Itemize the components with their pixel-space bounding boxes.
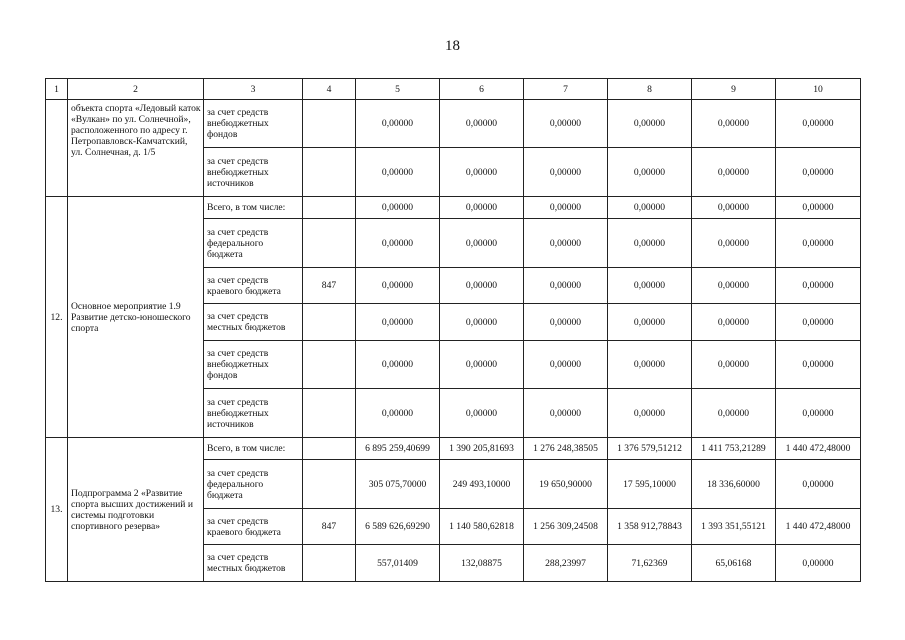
- funding-source: за счет средств внебюджетных фондов: [204, 341, 303, 389]
- value-cell: 0,00000: [440, 100, 524, 148]
- value-cell: 0,00000: [776, 100, 861, 148]
- code-cell: [303, 304, 356, 341]
- value-cell: 1 440 472,48000: [776, 438, 861, 460]
- row-index: [46, 100, 68, 197]
- value-cell: 0,00000: [356, 389, 440, 438]
- value-cell: 0,00000: [356, 197, 440, 219]
- value-cell: 0,00000: [524, 341, 608, 389]
- funding-source: Всего, в том числе:: [204, 438, 303, 460]
- value-cell: 0,00000: [608, 148, 692, 197]
- code-cell: 847: [303, 268, 356, 304]
- funding-source: за счет средств внебюджетных фондов: [204, 100, 303, 148]
- value-cell: 0,00000: [776, 219, 861, 268]
- row-name: Основное мероприятие 1.9 Развитие детско-юношеского спорта: [68, 197, 204, 438]
- value-cell: 0,00000: [692, 148, 776, 197]
- code-cell: [303, 438, 356, 460]
- value-cell: 1 358 912,78843: [608, 509, 692, 545]
- value-cell: 0,00000: [608, 341, 692, 389]
- value-cell: 0,00000: [440, 148, 524, 197]
- value-cell: 0,00000: [524, 304, 608, 341]
- code-cell: [303, 545, 356, 582]
- header-cell: 8: [608, 79, 692, 100]
- header-cell: 4: [303, 79, 356, 100]
- header-cell: 6: [440, 79, 524, 100]
- code-cell: [303, 148, 356, 197]
- value-cell: 0,00000: [356, 219, 440, 268]
- code-cell: [303, 100, 356, 148]
- value-cell: 0,00000: [608, 219, 692, 268]
- value-cell: 17 595,10000: [608, 460, 692, 509]
- code-cell: [303, 341, 356, 389]
- value-cell: 0,00000: [356, 148, 440, 197]
- value-cell: 0,00000: [692, 219, 776, 268]
- value-cell: 1 256 309,24508: [524, 509, 608, 545]
- header-cell: 9: [692, 79, 776, 100]
- value-cell: 0,00000: [692, 197, 776, 219]
- value-cell: 1 411 753,21289: [692, 438, 776, 460]
- value-cell: 0,00000: [440, 341, 524, 389]
- budget-table: [45, 78, 861, 582]
- row-index: 12.: [46, 197, 68, 438]
- code-cell: 847: [303, 509, 356, 545]
- value-cell: 1 440 472,48000: [776, 509, 861, 545]
- value-cell: 0,00000: [440, 219, 524, 268]
- value-cell: 0,00000: [776, 460, 861, 509]
- value-cell: 0,00000: [692, 268, 776, 304]
- page-number: 18: [445, 38, 460, 54]
- funding-source: за счет средств внебюджетных источников: [204, 148, 303, 197]
- value-cell: 0,00000: [524, 100, 608, 148]
- value-cell: 288,23997: [524, 545, 608, 582]
- value-cell: 0,00000: [692, 341, 776, 389]
- value-cell: 0,00000: [356, 100, 440, 148]
- header-cell: 5: [356, 79, 440, 100]
- value-cell: 71,62369: [608, 545, 692, 582]
- value-cell: 6 895 259,40699: [356, 438, 440, 460]
- value-cell: 1 140 580,62818: [440, 509, 524, 545]
- value-cell: 0,00000: [692, 304, 776, 341]
- funding-source: за счет средств краевого бюджета: [204, 509, 303, 545]
- value-cell: 1 276 248,38505: [524, 438, 608, 460]
- header-cell: 2: [68, 79, 204, 100]
- value-cell: 0,00000: [608, 100, 692, 148]
- value-cell: 0,00000: [776, 304, 861, 341]
- table-row: [46, 197, 861, 219]
- value-cell: 249 493,10000: [440, 460, 524, 509]
- header-cell: 1: [46, 79, 68, 100]
- value-cell: 0,00000: [692, 100, 776, 148]
- value-cell: 0,00000: [776, 148, 861, 197]
- value-cell: 0,00000: [440, 389, 524, 438]
- table-row: [46, 438, 861, 460]
- value-cell: 65,06168: [692, 545, 776, 582]
- value-cell: 0,00000: [692, 389, 776, 438]
- value-cell: 305 075,70000: [356, 460, 440, 509]
- value-cell: 0,00000: [776, 545, 861, 582]
- value-cell: 0,00000: [776, 197, 861, 219]
- funding-source: за счет средств местных бюджетов: [204, 545, 303, 582]
- value-cell: 1 390 205,81693: [440, 438, 524, 460]
- value-cell: 19 650,90000: [524, 460, 608, 509]
- header-cell: 3: [204, 79, 303, 100]
- code-cell: [303, 389, 356, 438]
- header-cell: 7: [524, 79, 608, 100]
- value-cell: 0,00000: [776, 268, 861, 304]
- funding-source: за счет средств федерального бюджета: [204, 460, 303, 509]
- row-name: объекта спорта «Ледовый каток «Вулкан» по ул. Солнечной», расположенного по адресу г. Петропавловск-Камчатский, ул. Солнечная, д. 1/5: [68, 100, 204, 197]
- value-cell: 0,00000: [776, 389, 861, 438]
- value-cell: 0,00000: [356, 268, 440, 304]
- funding-source: за счет средств краевого бюджета: [204, 268, 303, 304]
- value-cell: 6 589 626,69290: [356, 509, 440, 545]
- funding-source: за счет средств местных бюджетов: [204, 304, 303, 341]
- funding-source: за счет средств внебюджетных источников: [204, 389, 303, 438]
- row-index: 13.: [46, 438, 68, 582]
- value-cell: 1 393 351,55121: [692, 509, 776, 545]
- value-cell: 0,00000: [440, 197, 524, 219]
- value-cell: 557,01409: [356, 545, 440, 582]
- funding-source: за счет средств федерального бюджета: [204, 219, 303, 268]
- value-cell: 0,00000: [608, 389, 692, 438]
- value-cell: 0,00000: [356, 341, 440, 389]
- header-cell: 10: [776, 79, 861, 100]
- code-cell: [303, 219, 356, 268]
- value-cell: 0,00000: [524, 219, 608, 268]
- value-cell: 0,00000: [608, 268, 692, 304]
- value-cell: 0,00000: [440, 304, 524, 341]
- row-name: Подпрограмма 2 «Развитие спорта высших достижений и системы подготовки спортивного резерва»: [68, 438, 204, 582]
- table-row: [46, 100, 861, 148]
- value-cell: 0,00000: [524, 197, 608, 219]
- value-cell: 1 376 579,51212: [608, 438, 692, 460]
- code-cell: [303, 197, 356, 219]
- value-cell: 0,00000: [356, 304, 440, 341]
- value-cell: 0,00000: [608, 304, 692, 341]
- value-cell: 0,00000: [776, 341, 861, 389]
- value-cell: 132,08875: [440, 545, 524, 582]
- funding-source: Всего, в том числе:: [204, 197, 303, 219]
- value-cell: 0,00000: [524, 268, 608, 304]
- value-cell: 0,00000: [524, 148, 608, 197]
- value-cell: 0,00000: [608, 197, 692, 219]
- header-row: [46, 79, 861, 100]
- code-cell: [303, 460, 356, 509]
- value-cell: 0,00000: [524, 389, 608, 438]
- value-cell: 18 336,60000: [692, 460, 776, 509]
- value-cell: 0,00000: [440, 268, 524, 304]
